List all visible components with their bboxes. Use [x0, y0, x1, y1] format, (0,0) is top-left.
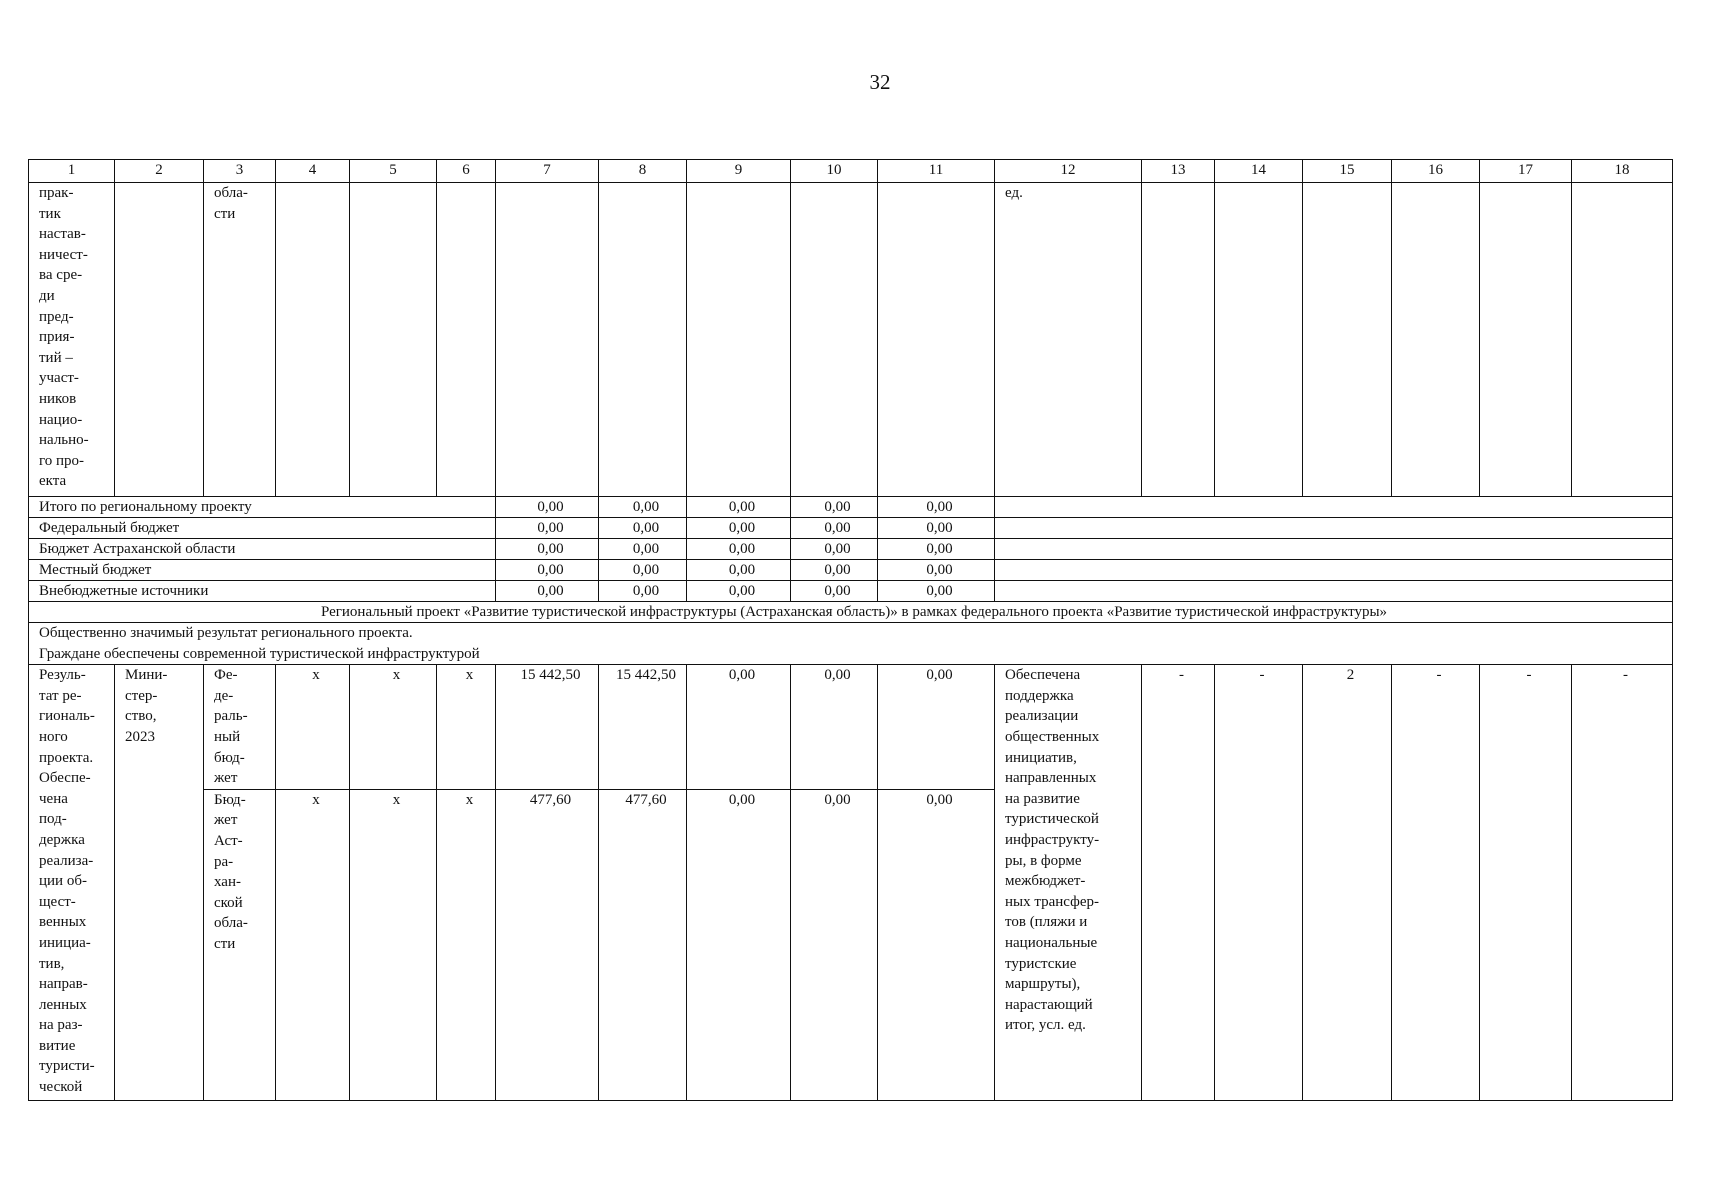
column-number: 7: [496, 160, 599, 183]
budget-table: [28, 159, 1673, 1101]
summary-value: 0,00: [878, 539, 995, 560]
summary-row-federal: [29, 518, 1673, 539]
summary-blank: [995, 581, 1673, 602]
table-cell: [115, 183, 204, 497]
amount-cell: 0,00: [878, 789, 995, 1100]
column-number: 4: [276, 160, 350, 183]
column-number: 12: [995, 160, 1142, 183]
page-number: 32: [869, 70, 891, 94]
table-cell: [1392, 183, 1480, 497]
table-cell: [687, 183, 791, 497]
amount-cell: 0,00: [791, 665, 878, 790]
table-cell: [1480, 183, 1572, 497]
result-text-row: [29, 623, 1673, 665]
table-cell: [276, 183, 350, 497]
summary-blank: [995, 518, 1673, 539]
summary-value: 0,00: [599, 581, 687, 602]
summary-blank: [995, 497, 1673, 518]
table-cell: x: [437, 665, 496, 790]
column-number: 1: [29, 160, 115, 183]
column-number: 17: [1480, 160, 1572, 183]
summary-label: Федеральный бюджет: [29, 518, 496, 539]
summary-blank: [995, 539, 1673, 560]
column-number: 11: [878, 160, 995, 183]
column-number: 14: [1215, 160, 1303, 183]
summary-value: 0,00: [496, 518, 599, 539]
amount-cell: 0,00: [687, 789, 791, 1100]
table-cell: [350, 183, 437, 497]
table-cell: [1572, 183, 1673, 497]
amount-cell: 15 442,50: [496, 665, 599, 790]
summary-value: 0,00: [791, 539, 878, 560]
table-cell: x: [437, 789, 496, 1100]
significant-result-text: Общественно значимый результат регионального проекта. Граждане обеспечены современной туристической инфраструктурой: [29, 623, 1673, 665]
project-banner: Региональный проект «Развитие туристической инфраструктуры (Астраханская область)» в рамках федерального проекта «Развитие туристической инфраструктуры»: [29, 602, 1673, 623]
column-number: 16: [1392, 160, 1480, 183]
summary-value: 0,00: [599, 560, 687, 581]
summary-value: 0,00: [687, 539, 791, 560]
summary-value: 0,00: [687, 581, 791, 602]
column-number: 9: [687, 160, 791, 183]
result-name: Резуль- тат ре- гиональ- ного проекта. Обеспе- чена под- держка реализа- ции об- щест- венных инициа- тив, направ- ленных на раз- витие туристи- ческой: [29, 665, 115, 1101]
summary-value: 0,00: [687, 560, 791, 581]
indicator-description: Обеспечена поддержка реализации общественных инициатив, направленных на развитие туристической инфраструкту- ры, в форме межбюджет- ных трансфер- тов (пляжи и национальные туристские маршруты), нарастающий итог, усл. ед.: [995, 665, 1142, 1101]
column-number: 15: [1303, 160, 1392, 183]
column-number: 3: [204, 160, 276, 183]
summary-value: 0,00: [791, 560, 878, 581]
summary-value: 0,00: [599, 539, 687, 560]
summary-value: 0,00: [687, 497, 791, 518]
summary-row-regional: [29, 539, 1673, 560]
summary-blank: [995, 560, 1673, 581]
summary-value: 0,00: [878, 497, 995, 518]
summary-value: 0,00: [791, 518, 878, 539]
summary-value: 0,00: [878, 581, 995, 602]
summary-value: 0,00: [599, 497, 687, 518]
amount-cell: 0,00: [791, 789, 878, 1100]
summary-value: 0,00: [599, 518, 687, 539]
summary-value: 0,00: [496, 560, 599, 581]
table-cell: x: [350, 789, 437, 1100]
summary-value: 0,00: [878, 560, 995, 581]
indicator-value: 2: [1303, 665, 1392, 1101]
responsible-executor: Мини- стер- ство, 2023: [115, 665, 204, 1101]
funding-source: Бюд- жет Аст- ра- хан- ской обла- сти: [204, 789, 276, 1100]
table-cell: [791, 183, 878, 497]
column-number: 18: [1572, 160, 1673, 183]
summary-value: 0,00: [878, 518, 995, 539]
table-cell: [878, 183, 995, 497]
table-cell: x: [350, 665, 437, 790]
indicator-value: -: [1572, 665, 1673, 1101]
continued-row: [29, 183, 1673, 497]
column-number: 13: [1142, 160, 1215, 183]
amount-cell: 477,60: [496, 789, 599, 1100]
continued-unit: ед.: [995, 183, 1142, 497]
amount-cell: 0,00: [687, 665, 791, 790]
column-number: 8: [599, 160, 687, 183]
summary-row-total: [29, 497, 1673, 518]
table-cell: x: [276, 789, 350, 1100]
summary-label: Итого по региональному проекту: [29, 497, 496, 518]
summary-row-local: [29, 560, 1673, 581]
column-number: 10: [791, 160, 878, 183]
summary-value: 0,00: [496, 581, 599, 602]
summary-value: 0,00: [496, 539, 599, 560]
indicator-value: -: [1142, 665, 1215, 1101]
table-cell: [437, 183, 496, 497]
table-cell: [1215, 183, 1303, 497]
amount-cell: 0,00: [878, 665, 995, 790]
indicator-value: -: [1480, 665, 1572, 1101]
summary-value: 0,00: [687, 518, 791, 539]
summary-label: Бюджет Астраханской области: [29, 539, 496, 560]
indicator-value: -: [1392, 665, 1480, 1101]
table-cell: [1142, 183, 1215, 497]
indicator-value: -: [1215, 665, 1303, 1101]
summary-value: 0,00: [496, 497, 599, 518]
result-row: [29, 665, 1673, 790]
project-banner-row: [29, 602, 1673, 623]
amount-cell: 477,60: [599, 789, 687, 1100]
column-number: 6: [437, 160, 496, 183]
summary-row-extrabudgetary: [29, 581, 1673, 602]
summary-value: 0,00: [791, 497, 878, 518]
column-number: 5: [350, 160, 437, 183]
column-number: 2: [115, 160, 204, 183]
summary-value: 0,00: [791, 581, 878, 602]
table-cell: [599, 183, 687, 497]
table-cell: x: [276, 665, 350, 790]
table-cell: [496, 183, 599, 497]
summary-label: Местный бюджет: [29, 560, 496, 581]
summary-label: Внебюджетные источники: [29, 581, 496, 602]
continued-source: обла- сти: [204, 183, 276, 497]
table-cell: [1303, 183, 1392, 497]
amount-cell: 15 442,50: [599, 665, 687, 790]
column-number-row: [29, 160, 1673, 183]
continued-measure-name: прак- тик настав- ничест- ва сре- ди пред- прия- тий – участ- ников нацио- нально- го про- екта: [29, 183, 115, 497]
funding-source: Фе- де- раль- ный бюд- жет: [204, 665, 276, 790]
